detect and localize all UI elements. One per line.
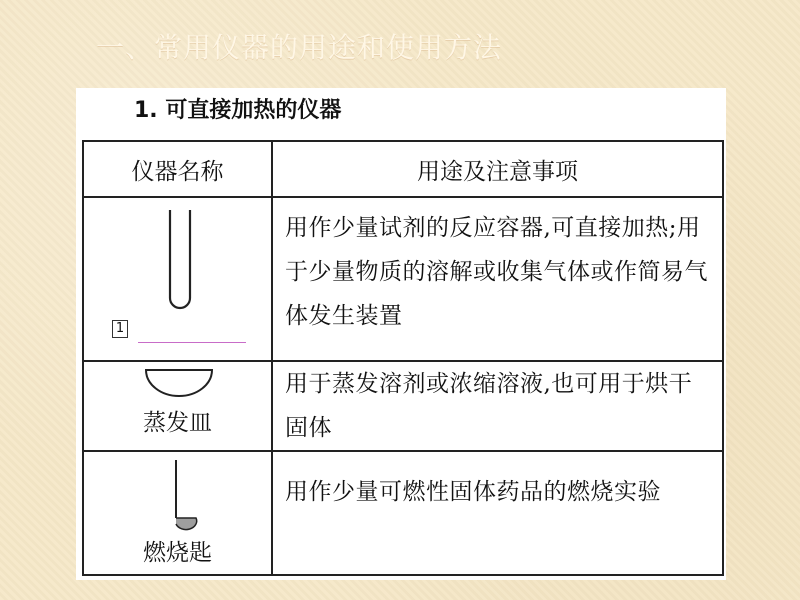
instrument-cell bbox=[83, 361, 272, 451]
table-row bbox=[83, 361, 723, 451]
combustion-spoon-icon bbox=[168, 460, 204, 532]
evaporating-dish-icon bbox=[144, 368, 214, 398]
instrument-cell bbox=[83, 451, 272, 575]
usage-text: 用于蒸发溶剂或浓缩溶液,也可用于烘干固体 bbox=[285, 371, 693, 441]
blank-number: 1 bbox=[112, 320, 128, 338]
table-row bbox=[83, 451, 723, 575]
header-instrument-name: 仪器名称 bbox=[83, 141, 272, 197]
instrument-cell bbox=[83, 197, 272, 361]
usage-text: 用作少量试剂的反应容器,可直接加热;用于少量物质的溶解或收集气体或作简易气体发生装置 bbox=[285, 215, 708, 329]
instrument-name: 蒸发皿 bbox=[143, 410, 212, 436]
content-panel bbox=[76, 88, 726, 580]
instrument-table bbox=[82, 140, 724, 576]
usage-cell bbox=[272, 197, 723, 361]
table-header-row bbox=[83, 141, 723, 197]
header-usage: 用途及注意事项 bbox=[272, 141, 723, 197]
section-heading: 1. 可直接加热的仪器 bbox=[134, 98, 342, 123]
test-tube-icon bbox=[167, 210, 193, 310]
table-row bbox=[83, 197, 723, 361]
usage-cell bbox=[272, 361, 723, 451]
answer-blank bbox=[138, 342, 246, 343]
instrument-name: 燃烧匙 bbox=[143, 540, 212, 566]
slide-title: 一、常用仪器的用途和使用方法 bbox=[96, 31, 503, 64]
usage-text: 用作少量可燃性固体药品的燃烧实验 bbox=[285, 479, 661, 505]
usage-cell bbox=[272, 451, 723, 575]
